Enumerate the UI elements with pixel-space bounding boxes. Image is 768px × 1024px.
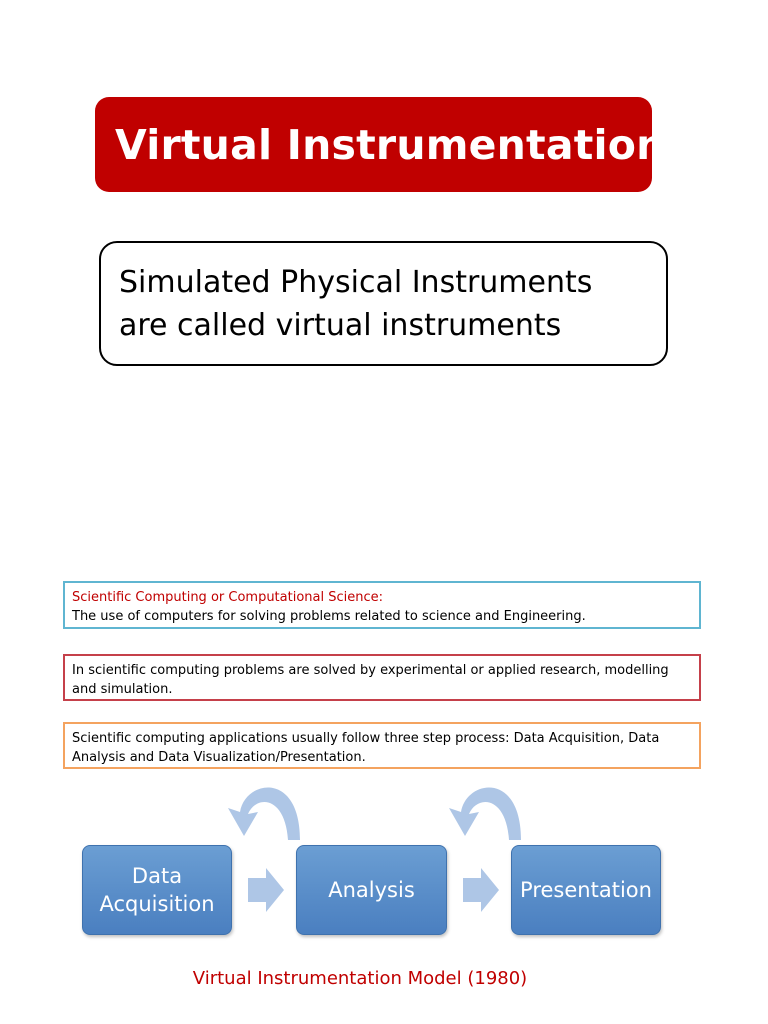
note-research-methods <box>63 654 701 701</box>
note-scientific-computing <box>63 581 701 629</box>
note-text-line-2: Analysis and Data Visualization/Presentation. <box>72 750 366 765</box>
note-text-line-1: In scientific computing problems are solved by experimental or applied research, modelling <box>72 663 669 678</box>
page-title: Virtual Instrumentation <box>115 120 666 169</box>
note-text-line-2: and simulation. <box>72 682 173 697</box>
feedback-arrow-2-icon <box>449 787 521 840</box>
note-three-step-process <box>63 722 701 769</box>
feedback-arrow-1-icon <box>228 787 300 840</box>
definition-line-1: Simulated Physical Instruments <box>119 265 593 300</box>
step-label-line: Presentation <box>520 878 652 902</box>
definition-line-2: are called virtual instruments <box>119 308 562 343</box>
definition-box <box>99 241 668 366</box>
forward-arrow-1-icon <box>248 868 284 912</box>
step-analysis <box>296 845 447 935</box>
step-label-line: Analysis <box>328 878 415 902</box>
diagram-caption: Virtual Instrumentation Model (1980) <box>192 968 528 989</box>
note-heading: Scientific Computing or Computational Science: <box>72 590 384 605</box>
step-data-acquisition <box>82 845 232 935</box>
title-banner <box>95 97 666 192</box>
step-label-line: Data <box>131 864 183 888</box>
forward-arrow-2-icon <box>463 868 499 912</box>
step-label-line: Acquisition <box>99 892 215 916</box>
step-presentation <box>511 845 661 935</box>
note-text: The use of computers for solving problems related to science and Engineering. <box>72 609 586 624</box>
note-text-line-1: Scientific computing applications usually follow three step process: Data Acquisition, Data <box>72 731 660 746</box>
